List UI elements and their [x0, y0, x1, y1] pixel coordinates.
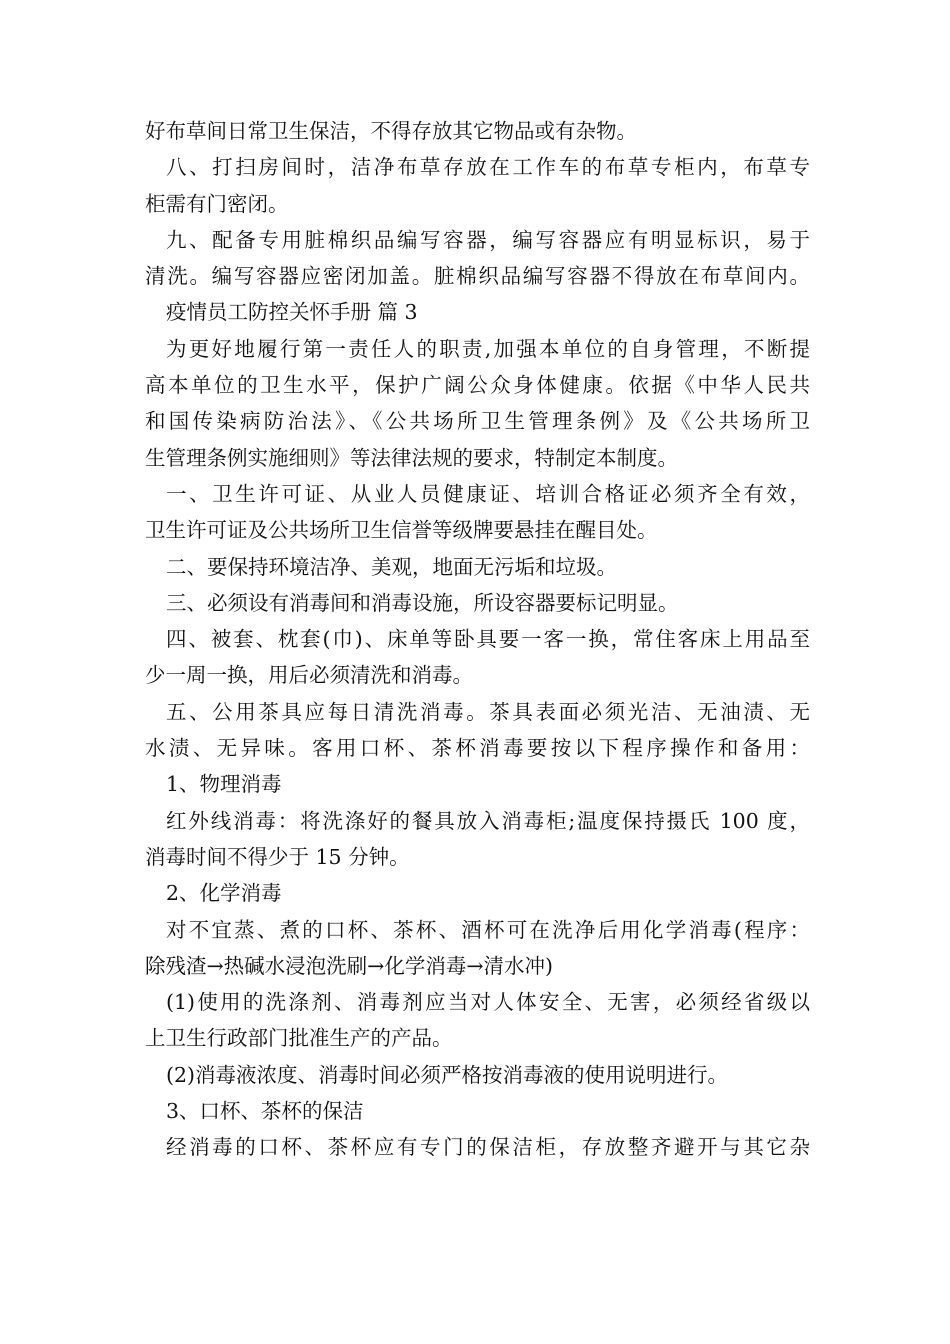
- text-line: 二、要保持环境洁净、美观，地面无污垢和垃圾。: [166, 554, 617, 579]
- text-line: 清洗。编写容器应密闭加盖。脏棉织品编写容器不得放在布草间内。: [145, 264, 810, 289]
- text-line: 消毒时间不得少于 15 分钟。: [145, 844, 410, 869]
- text-line: 疫情员工防控关怀手册 篇 3: [166, 300, 418, 325]
- text-line: 好布草间日常卫生保洁，不得存放其它物品或有杂物。: [145, 119, 637, 143]
- text-line: 经消毒的口杯、茶杯应有专门的保洁柜，存放整齐避开与其它杂: [166, 1135, 810, 1160]
- text-line: 对不宜蒸、煮的口杯、茶杯、酒杯可在洗净后用化学消毒(程序：: [166, 917, 810, 942]
- document-body: [145, 113, 810, 1166]
- text-line: 为更好地履行第一责任人的职责,加强本单位的自身管理，不断提: [166, 336, 810, 361]
- text-line: 卫生许可证及公共场所卫生信誉等级牌要悬挂在醒目处。: [145, 518, 658, 543]
- text-line: (2)消毒液浓度、消毒时间必须严格按消毒液的使用说明进行。: [166, 1062, 729, 1087]
- text-line: 水渍、无异味。客用口杯、茶杯消毒要按以下程序操作和备用：: [145, 736, 810, 761]
- text-line: 除残渣→热碱水浸泡洗刷→化学消毒→清水冲): [145, 953, 554, 978]
- text-line: 一、卫生许可证、从业人员健康证、培训合格证必须齐全有效，: [166, 481, 810, 506]
- text-line: 和国传染病防治法》、《公共场所卫生管理条例》及《公共场所卫: [145, 409, 810, 434]
- text-line: 九、配备专用脏棉织品编写容器，编写容器应有明显标识，易于: [166, 227, 810, 252]
- text-line: 三、必须设有消毒间和消毒设施，所设容器要标记明显。: [166, 590, 679, 615]
- text-line: 1、物理消毒: [166, 772, 282, 797]
- text-line: 3、口杯、茶杯的保洁: [166, 1099, 364, 1124]
- text-line: 少一周一换，用后必须清洗和消毒。: [145, 663, 473, 688]
- text-line: 五、公用茶具应每日清洗消毒。茶具表面必须光洁、无油渍、无: [166, 699, 810, 724]
- text-line: 2、化学消毒: [166, 881, 282, 906]
- text-line: 红外线消毒：将洗涤好的餐具放入消毒柜;温度保持摄氏 100 度，: [166, 808, 810, 833]
- text-line: 生管理条例实施细则》等法律法规的要求，特制定本制度。: [145, 445, 678, 470]
- text-line: 上卫生行政部门批准生产的产品。: [145, 1026, 453, 1051]
- text-line: (1)使用的洗涤剂、消毒剂应当对人体安全、无害，必须经省级以: [166, 990, 810, 1015]
- text-line: 高本单位的卫生水平，保护广阔公众身体健康。依据《中华人民共: [145, 373, 810, 398]
- text-line: 柜需有门密闭。: [145, 191, 289, 216]
- text-line: 四、被套、枕套(巾)、床单等卧具要一客一换，常住客床上用品至: [166, 627, 810, 652]
- text-line: 八、打扫房间时，洁净布草存放在工作车的布草专柜内，布草专: [166, 155, 810, 180]
